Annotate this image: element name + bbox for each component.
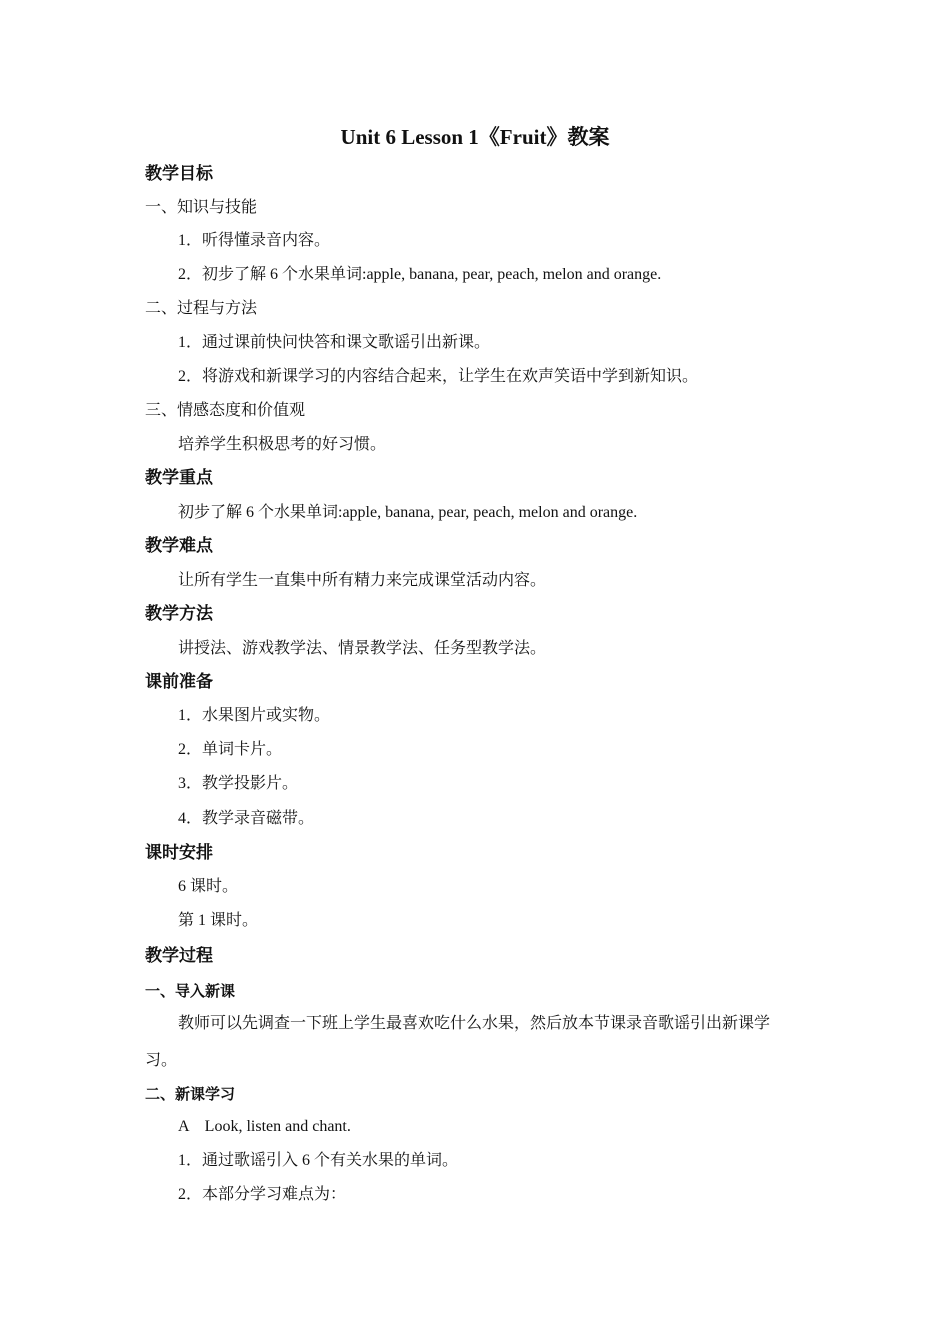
section-heading-key-points: 教学重点 bbox=[145, 468, 213, 488]
paragraph: 让所有学生一直集中所有精力来完成课堂活动内容。 bbox=[178, 572, 547, 589]
list-item: 2．本部分学习难点为： bbox=[178, 1186, 347, 1203]
paragraph: 讲授法、游戏教学法、情景教学法、任务型教学法。 bbox=[178, 640, 547, 657]
subheading-knowledge-skills: 一、知识与技能 bbox=[145, 199, 258, 216]
list-item: 1．通过课前快问快答和课文歌谣引出新课。 bbox=[178, 334, 491, 351]
section-heading-methods: 教学方法 bbox=[145, 604, 213, 624]
list-item: 2．初步了解 6 个水果单词:apple, banana, pear, peach, melon and orange. bbox=[178, 266, 662, 283]
list-item: 2．单词卡片。 bbox=[178, 741, 283, 758]
list-item: 3．教学投影片。 bbox=[178, 775, 299, 792]
list-item: 1．听得懂录音内容。 bbox=[178, 232, 331, 249]
section-heading-difficulties: 教学难点 bbox=[145, 536, 213, 556]
paragraph: 培养学生积极思考的好习惯。 bbox=[178, 436, 387, 453]
paragraph: A Look, listen and chant. bbox=[178, 1118, 351, 1135]
paragraph: 初步了解 6 个水果单词:apple, banana, pear, peach, melon and orange. bbox=[178, 504, 638, 521]
section-heading-preparation: 课前准备 bbox=[145, 672, 213, 692]
subheading-attitudes-values: 三、情感态度和价值观 bbox=[145, 402, 306, 419]
paragraph-continuation: 习。 bbox=[145, 1052, 178, 1069]
list-item: 4．教学录音磁带。 bbox=[178, 810, 315, 827]
section-heading-process: 教学过程 bbox=[145, 946, 213, 966]
paragraph: 第 1 课时。 bbox=[178, 912, 259, 929]
subheading-introduction: 一、导入新课 bbox=[145, 982, 236, 1000]
document-title: Unit 6 Lesson 1《Fruit》教案 bbox=[340, 125, 610, 149]
list-item: 2．将游戏和新课学习的内容结合起来，让学生在欢声笑语中学到新知识。 bbox=[178, 368, 699, 385]
list-item: 1．通过歌谣引入 6 个有关水果的单词。 bbox=[178, 1152, 459, 1169]
section-heading-goals: 教学目标 bbox=[145, 164, 213, 184]
subheading-new-lesson: 二、新课学习 bbox=[145, 1085, 236, 1103]
section-heading-schedule: 课时安排 bbox=[145, 843, 213, 863]
paragraph: 教师可以先调查一下班上学生最喜欢吃什么水果，然后放本节课录音歌谣引出新课学 bbox=[178, 1015, 771, 1032]
paragraph: 6 课时。 bbox=[178, 878, 239, 895]
subheading-process-methods: 二、过程与方法 bbox=[145, 300, 258, 317]
list-item: 1．水果图片或实物。 bbox=[178, 707, 331, 724]
